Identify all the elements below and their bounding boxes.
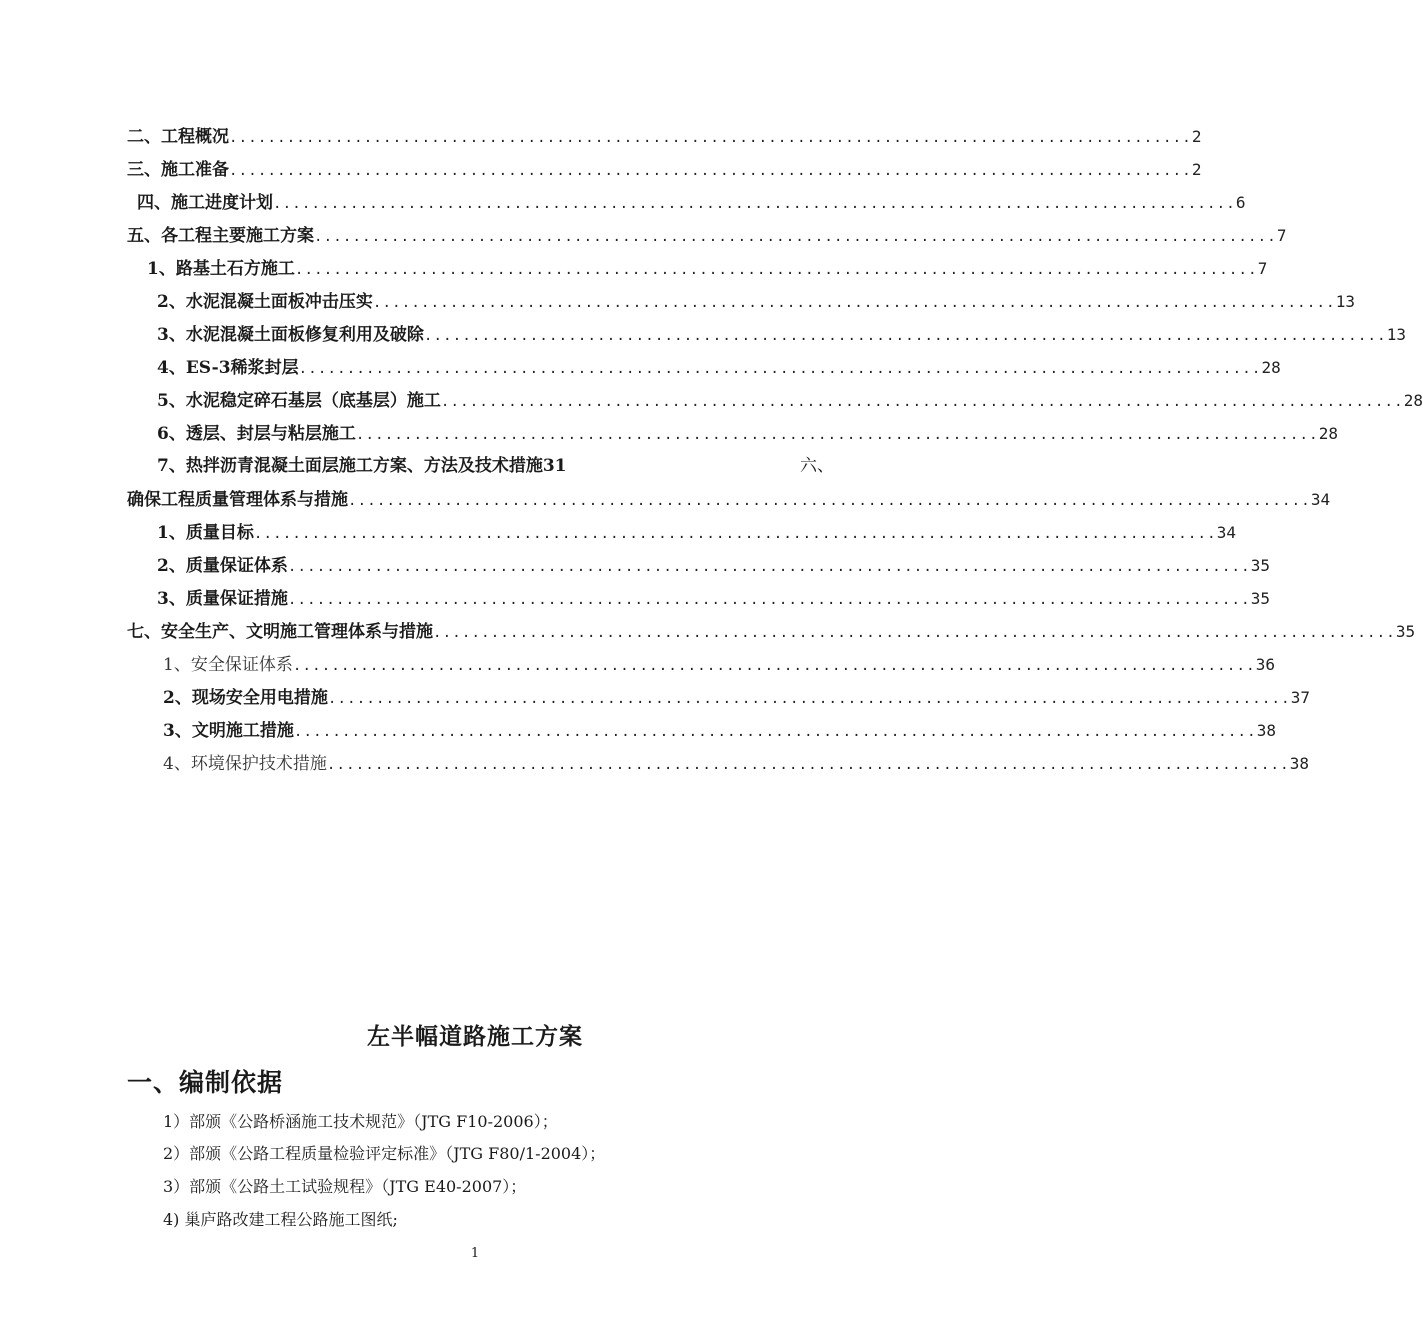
toc-entry-title: 三、施工准备 [127,160,229,180]
toc-entry-page: 28 [1403,391,1423,410]
toc-leader-dots: .................................................................................................... [314,229,1277,245]
toc-entry-page: 28 [1261,358,1281,377]
toc-entry[interactable] [157,285,1355,318]
toc-leader-dots: .................................................................................................... [423,328,1387,344]
section-heading: 一、编制依据 [127,1068,284,1097]
toc-entry-title: 3、文明施工措施 [163,721,294,741]
toc-entry-title: 二、工程概况 [127,127,229,147]
toc-entry[interactable] [163,714,1276,747]
toc-entry-page: 35 [1395,622,1416,641]
toc-entry[interactable] [163,681,1310,714]
toc-entry-title: 3、水泥混凝土面板修复利用及破除 [157,325,424,345]
toc-entry[interactable] [127,483,1331,516]
toc-leader-dots: .................................................................................................... [298,361,1262,377]
toc-entry-title: 2、现场安全用电措施 [163,688,328,708]
toc-wrap-tail: 六、 [800,456,834,476]
toc-entry[interactable] [137,186,1246,219]
toc-leader-dots: .................................................................................................... [253,526,1217,542]
toc-entry-page: 28 [1318,424,1338,443]
toc-entry-title: 3、质量保证措施 [157,589,288,609]
toc-entry[interactable] [147,252,1268,285]
page-number: 1 [470,1246,480,1261]
toc-entry-page: 7 [1276,226,1287,245]
toc-entry[interactable] [127,615,1416,648]
toc-entry-title: 4、环境保护技术措施 [163,754,327,774]
toc-entry-title: 6、透层、封层与粘层施工 [157,424,356,444]
toc-entry[interactable] [157,318,1406,351]
toc-leader-dots: .................................................................................................... [433,625,1396,641]
toc-leader-dots: .................................................................................................... [287,592,1251,608]
toc-entry[interactable] [157,549,1270,582]
basis-list-item: 3）部颁《公路土工试验规程》（JTG E40-2007）； [163,1177,527,1196]
toc-leader-dots: .................................................................................................... [292,658,1256,674]
toc-entry-page: 13 [1335,292,1355,311]
toc-leader-dots: .................................................................................................... [229,130,1192,146]
toc-entry[interactable] [157,450,617,483]
document-title: 左半幅道路施工方案 [367,1023,583,1050]
toc-entry-page: 38 [1289,754,1309,773]
toc-entry-title: 1、路基土石方施工 [147,259,295,279]
toc-entry-page: 13 [1386,325,1406,344]
basis-list-item: 1）部颁《公路桥涵施工技术规范》（JTG F10-2006）； [163,1112,558,1131]
toc-entry[interactable] [163,747,1309,780]
toc-entry-page: 2 [1191,127,1202,146]
toc-entry[interactable] [127,219,1287,252]
toc-entry-title: 1、质量目标 [157,523,254,543]
toc-entry-page: 38 [1256,721,1276,740]
toc-entry-title: 七、安全生产、文明施工管理体系与措施 [127,622,433,642]
toc-leader-dots: .................................................................................................... [273,196,1236,212]
toc-entry-title: 5、水泥稳定碎石基层（底基层）施工 [157,391,441,411]
toc-entry[interactable] [127,153,1202,186]
toc-entry[interactable] [157,351,1281,384]
toc-entry-title: 2、质量保证体系 [157,556,288,576]
toc-leader-dots: .................................................................................................... [294,262,1258,278]
toc-leader-dots: .................................................................................................... [293,724,1257,740]
toc-entry-title: 四、施工进度计划 [137,193,273,213]
toc-entry-title: 4、ES-3稀浆封层 [157,358,299,378]
toc-entry-page: 37 [1290,688,1310,707]
toc-entry-page: 35 [1250,589,1270,608]
toc-entry-title: 7、热拌沥青混凝土面层施工方案、方法及技术措施31 [157,456,567,476]
toc-entry-title: 五、各工程主要施工方案 [127,226,314,246]
toc-leader-dots: .................................................................................................... [229,163,1192,179]
toc-entry[interactable] [157,417,1338,450]
toc-leader-dots: .................................................................................................... [440,394,1404,410]
toc-entry-page: 2 [1191,160,1202,179]
toc-entry[interactable] [163,648,1275,681]
toc-entry-page: 7 [1257,259,1268,278]
toc-leader-dots: .................................................................................................... [327,691,1291,707]
toc-leader-dots: .................................................................................................... [348,493,1311,509]
toc-entry-title: 1、安全保证体系 [163,655,293,675]
toc-entry-page: 35 [1250,556,1270,575]
basis-list-item: 4) 巢庐路改建工程公路施工图纸; [163,1210,398,1229]
toc-entry-page: 34 [1216,523,1236,542]
toc-entry-title: 2、水泥混凝土面板冲击压实 [157,292,373,312]
toc-entry[interactable] [157,582,1270,615]
toc-leader-dots: .................................................................................................... [287,559,1251,575]
toc-entry-page: 6 [1235,193,1246,212]
toc-entry[interactable] [157,516,1236,549]
toc-leader-dots: .................................................................................................... [372,295,1336,311]
basis-list-item: 2）部颁《公路工程质量检验评定标准》（JTG F80/1-2004）； [163,1144,606,1163]
toc-entry-page: 34 [1310,490,1331,509]
toc-leader-dots: .................................................................................................... [326,757,1290,773]
toc-entry-page: 36 [1255,655,1275,674]
toc-entry-title: 确保工程质量管理体系与措施 [127,490,348,510]
toc-entry[interactable] [157,384,1423,417]
toc-leader-dots: .................................................................................................... [355,427,1319,443]
toc-entry[interactable] [127,120,1202,153]
